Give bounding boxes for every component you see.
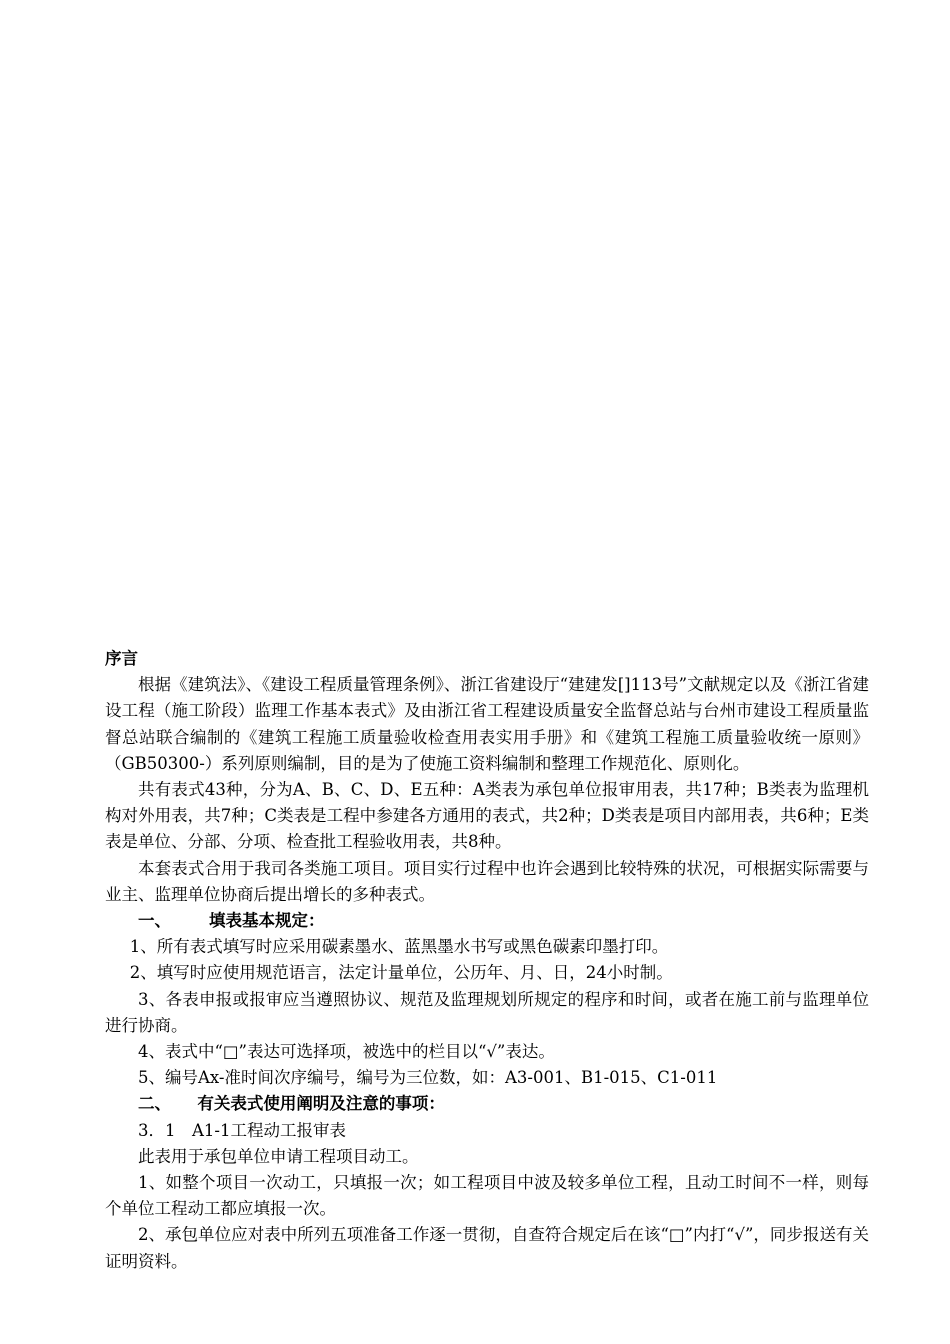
paragraph-basis: 根据《建筑法》、《建设工程质量管理条例》、浙江省建设厅“建建发[]113号”文献规定以及《浙江省建设工程（施工阶段）监理工作基本表式》及由浙江省工程建设质量安全监督总站与台州市建设工程质量监督总站联合编制的《建筑工程施工质量验收检查用表实用手册》和《建筑工程施工质量验收统一原则》（GB50300-）系列原则编制，目的是为了使施工资料编制和整理工作规范化、原则化。 [105, 675, 869, 773]
usage-item-0: 此表用于承包单位申请工程项目动工。 [138, 1146, 419, 1166]
section-number-1: 一、 [138, 911, 171, 931]
section-number-2: 二、 [138, 1094, 171, 1114]
section-title-2: 有关表式使用阐明及注意的事项： [197, 1094, 445, 1114]
sub-heading-a1-1: 3．1 A1-1工程动工报审表 [138, 1120, 346, 1140]
rule-item-1: 1、所有表式填写时应采用碳素墨水、蓝黑墨水书写或黑色碳素印墨打印。 [129, 937, 669, 957]
rule-item-5: 5、编号Ax-准时间次序编号，编号为三位数，如：A3-001、B1-015、C1-011 [138, 1068, 718, 1088]
section-title-1: 填表基本规定： [208, 911, 325, 931]
rule-item-4: 4、表式中“□”表达可选择项，被选中的栏目以“√”表达。 [138, 1042, 555, 1062]
usage-item-2: 2、承包单位应对表中所列五项准备工作逐一贯彻，自查符合规定后在该“□”内打“√”，同步报送有关证明资料。 [105, 1225, 869, 1271]
paragraph-applicability: 本套表式合用于我司各类施工项目。项目实行过程中也许会遇到比较特殊的状况，可根据实际需要与业主、监理单位协商后提出增长的多种表式。 [105, 858, 869, 904]
document-body [105, 646, 869, 1275]
section-heading-2 [105, 1091, 869, 1117]
rule-item-2: 2、填写时应使用规范语言，法定计量单位，公历年、月、日，24小时制。 [129, 963, 673, 983]
document-title: 序言 [105, 649, 138, 668]
usage-item-1: 1、如整个项目一次动工，只填报一次；如工程项目中波及较多单位工程，且动工时间不一样，则每个单位工程动工都应填报一次。 [105, 1173, 869, 1219]
section-heading-1 [105, 908, 869, 934]
rule-item-3: 3、各表申报或报审应当遵照协议、规范及监理规划所规定的程序和时间，或者在施工前与监理单位进行协商。 [105, 989, 869, 1035]
paragraph-form-count: 共有表式43种，分为A、B、C、D、E五种：A类表为承包单位报审用表，共17种；B类表为监理机构对外用表，共7种；C类表是工程中参建各方通用的表式，共2种；D类表是项目内部用表，共6种；E类表是单位、分部、分项、检查批工程验收用表，共8种。 [105, 780, 869, 852]
